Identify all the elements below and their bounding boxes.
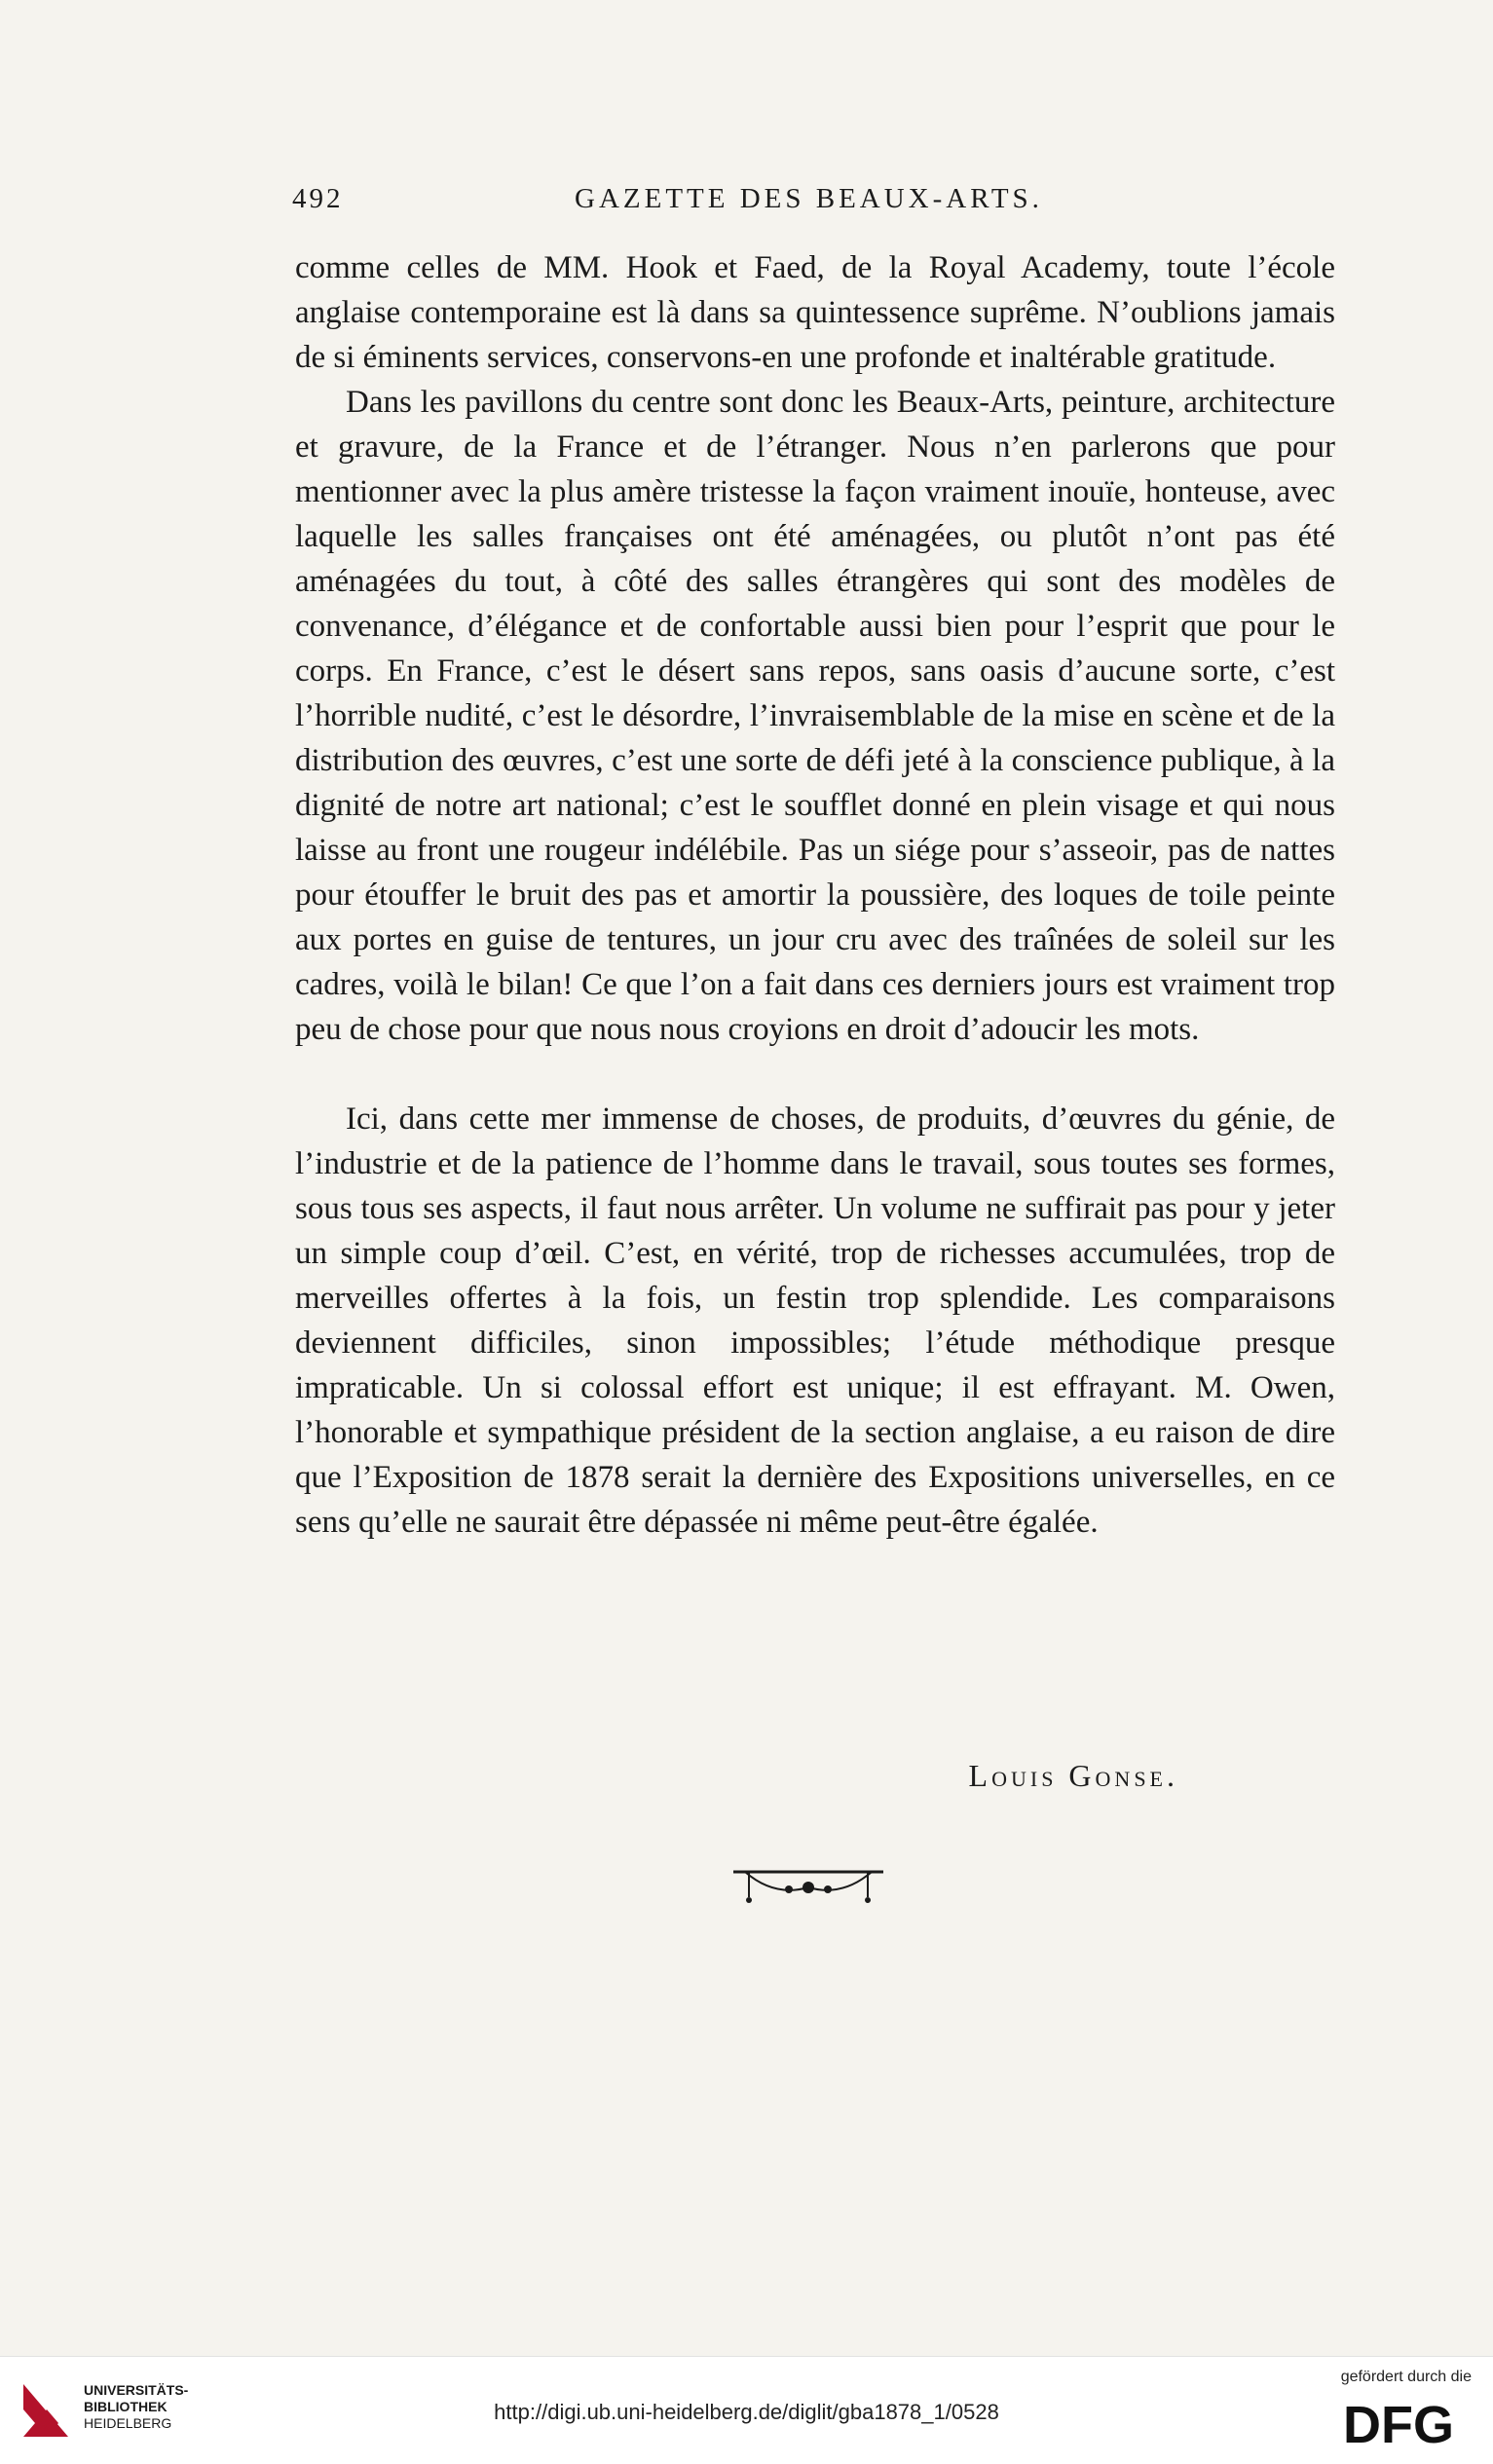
- library-name: UNIVERSITÄTS- BIBLIOTHEK HEIDELBERG: [84, 2382, 189, 2431]
- permalink-url[interactable]: http://digi.ub.uni-heidelberg.de/diglit/gba1878_1/0528: [494, 2400, 999, 2424]
- running-head: GAZETTE DES BEAUX-ARTS.: [575, 183, 1043, 214]
- svg-text:DFG: DFG: [1343, 2396, 1454, 2452]
- digitization-footer: [0, 2356, 1493, 2464]
- paragraph: comme celles de MM. Hook et Faed, de la Royal Academy, toute l’école anglaise contemporaine est là dans sa quintessence suprême. N’oublions jamais de si éminents services, conservons-en une profonde et inaltérable gratitude.: [295, 250, 1335, 375]
- page-number: 492: [292, 183, 344, 214]
- author-signature: Louis Gonse.: [968, 1758, 1178, 1793]
- funding-caption: gefördert durch die: [1340, 2369, 1472, 2385]
- paragraph: Dans les pavillons du centre sont donc les Beaux-Arts, peinture, architecture et gravure, de la France et de l’étranger. Nous n’en parlerons que pour mentionner avec la plus amère tristesse la façon vraiment inouïe, honteuse, avec laquelle les salles françaises ont été aménagées, ou plutôt n’ont pas été aménagées du tout, à côté des salles étrangères qui sont des modèles de convenance, d’élégance et de confortable aussi bien pour l’esprit que pour le corps. En France, c’est le désert sans repos, sans oasis d’aucune sorte, c’est l’horrible nudité, c’est le désordre, l’invraisemblable de la mise en scène et de la distribution des œuvres, c’est une sorte de défi jeté à la conscience publique, à la dignité de notre art national; c’est le soufflet donné en plein visage et qui nous laisse au front une rougeur indélébile. Pas un siége pour s’asseoir, pas de nattes pour étouffer le bruit des pas et amortir la poussière, des loques de toile peinte aux portes en guise de tentures, un jour cru avec des traînées de soleil sur les cadres, voilà le bilan! Ce que l’on a fait dans ces derniers jours est vraiment trop peu de chose pour que nous nous croyions en droit d’adoucir les mots.: [295, 385, 1335, 1047]
- tailpiece-ornament-icon: [726, 1858, 891, 1917]
- paragraph: Ici, dans cette mer immense de choses, de produits, d’œuvres du génie, de l’industrie et de la patience de l’homme dans le travail, sous toutes ses formes, sous tous ses aspects, il faut nous arrêter. Un volume ne suffirait pas pour y jeter un simple coup d’œil. C’est, en vérité, trop de richesses accumulées, trop de merveilles offertes à la fois, un festin trop splendide. Les comparaisons deviennent difficiles, sinon impossibles; l’étude méthodique presque impraticable. Un si colossal effort est unique; il est effrayant. M. Owen, l’honorable et sympathique président de la section anglaise, a eu raison de dire que l’Exposition de 1878 serait la dernière des Expositions universelles, en ce sens qu’elle ne saurait être dépassée ni même peut-être égalée.: [295, 1101, 1335, 1540]
- page-header: [292, 183, 1340, 232]
- dfg-logo-icon: [1325, 2394, 1472, 2452]
- article-body: [295, 245, 1335, 1545]
